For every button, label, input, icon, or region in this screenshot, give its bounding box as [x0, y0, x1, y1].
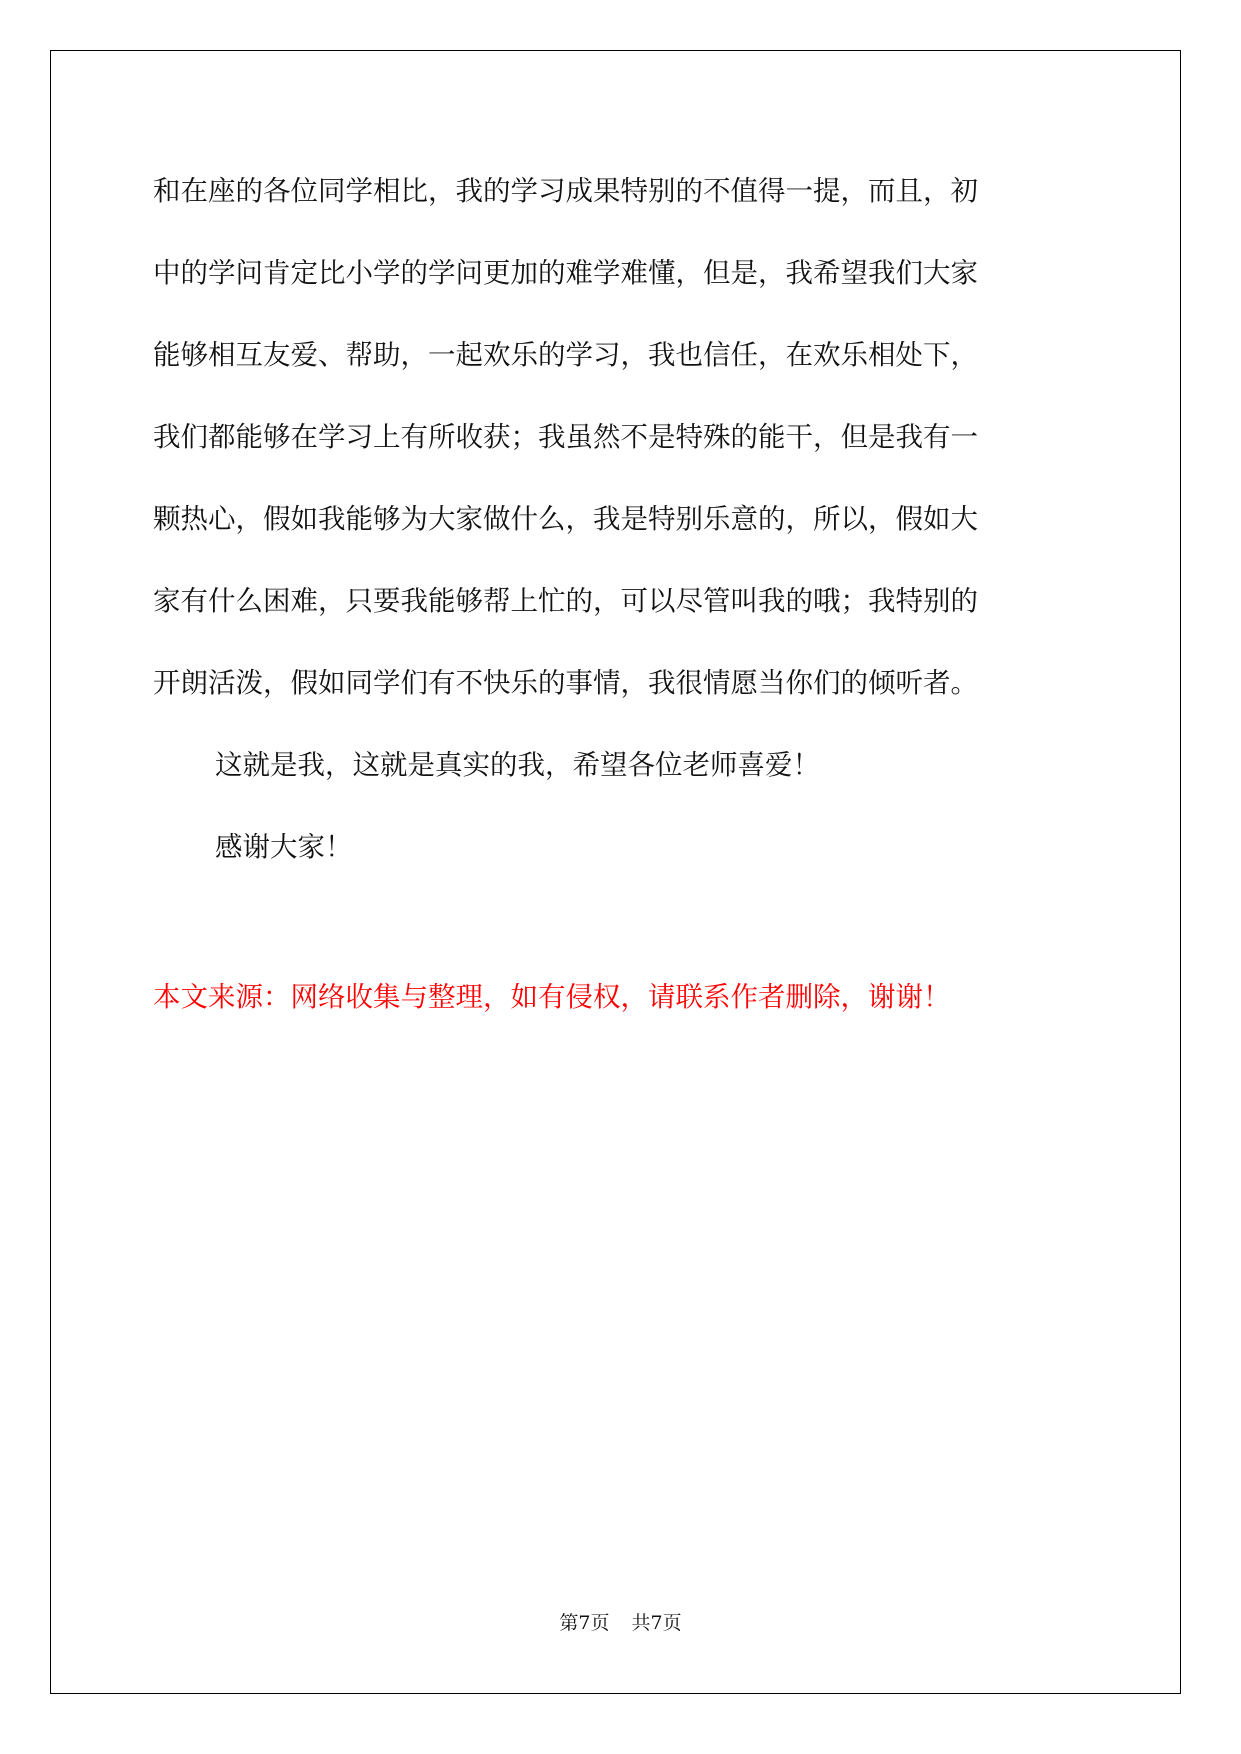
paragraph-line: 能够相互友爱、帮助，一起欢乐的学习，我也信任，在欢乐相处下， — [153, 339, 978, 371]
paragraph-line: 我们都能够在学习上有所收获；我虽然不是特殊的能干，但是我有一 — [153, 421, 978, 453]
paragraph-line: 家有什么困难，只要我能够帮上忙的，可以尽管叫我的哦；我特别的 — [153, 585, 978, 617]
paragraph-line: 中的学问肯定比小学的学问更加的难学难懂，但是，我希望我们大家 — [153, 257, 978, 289]
document-body — [153, 157, 1093, 895]
paragraph-line: 颗热心，假如我能够为大家做什么，我是特别乐意的，所以，假如大 — [153, 503, 978, 535]
thanks-line: 感谢大家！ — [215, 831, 353, 863]
page-number: 第7页 — [559, 1612, 610, 1634]
page-total: 共7页 — [631, 1612, 682, 1634]
paragraph-line: 和在座的各位同学相比，我的学习成果特别的不值得一提，而且，初 — [153, 175, 978, 207]
closing-line: 这就是我，这就是真实的我，希望各位老师喜爱！ — [215, 749, 820, 781]
source-note: 本文来源：网络收集与整理，如有侵权，请联系作者删除，谢谢！ — [153, 981, 951, 1013]
paragraph-line: 开朗活泼，假如同学们有不快乐的事情，我很情愿当你们的倾听者。 — [153, 667, 978, 699]
page-footer — [0, 1608, 1241, 1638]
